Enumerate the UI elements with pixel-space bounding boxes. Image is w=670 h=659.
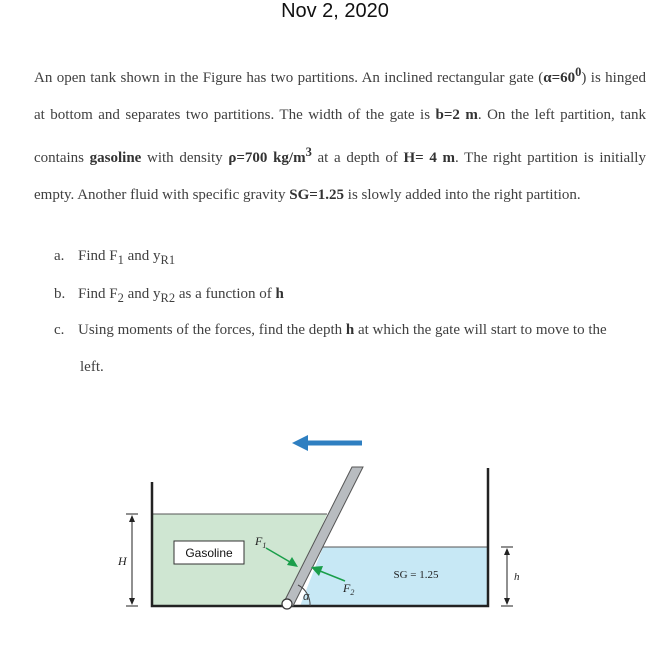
question-b: b. Find $F_2$ and $y_{R2}$ as a function of h <box>54 286 284 305</box>
hinge <box>282 599 292 609</box>
question-a: a. Find $F_1$ and $y_{R1}$ <box>54 248 176 267</box>
H-label: H <box>118 554 127 568</box>
gasoline-label: Gasoline <box>185 546 233 560</box>
h-lower-dimension <box>501 547 513 606</box>
question-c-continuation: left. <box>80 359 104 375</box>
f2-label: $F_2$ <box>343 581 355 597</box>
sg-label: SG = 1.25 <box>393 569 439 581</box>
h-upper-dimension <box>126 514 138 606</box>
alpha-label: α <box>303 591 310 603</box>
h-label: h <box>514 571 520 583</box>
problem-statement: An open tank shown in the Figure has two partitions. An inclined rectangular gate $(\alpha=60^0)$ is hinged at bottom and separates two partitions. The width of the gate is b=2 m. On the left partition, tank contains gasoline with density ρ=700 $kg/m^3$ at a depth of H= 4 m. The right partition is initially empty. Another fluid with specific gravity SG=1.25 is slowly added into the right partition. <box>34 65 647 203</box>
page-date: Nov 2, 2020 <box>281 0 389 22</box>
move-left-arrow-icon <box>292 435 362 451</box>
f1-label: $F_1$ <box>255 534 267 550</box>
question-c: c. Using moments of the forces, find the depth h at which the gate will start to move to the <box>54 322 607 338</box>
